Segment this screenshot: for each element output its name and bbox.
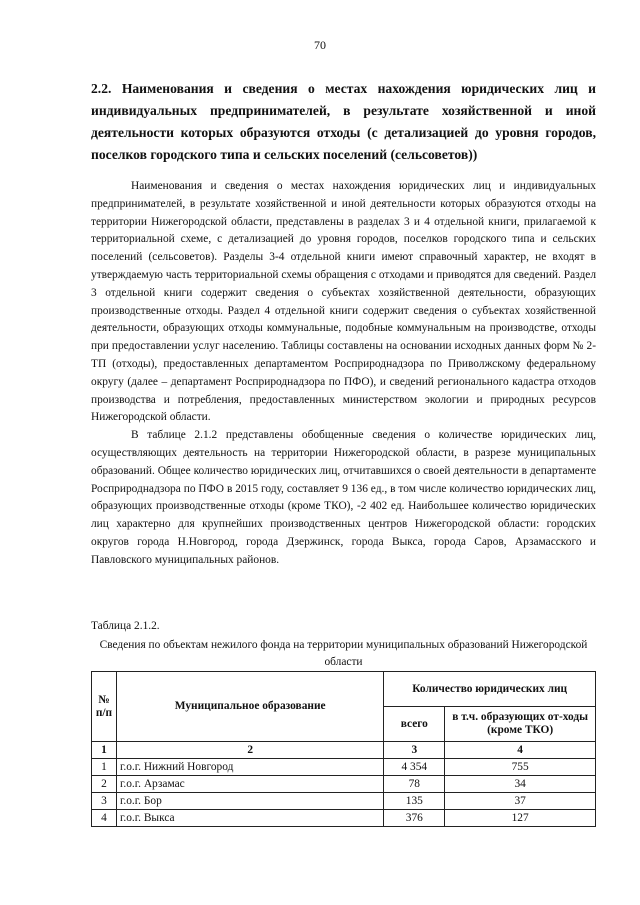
header-total: всего (384, 707, 445, 742)
header-municipality: Муниципальное образование (116, 672, 383, 742)
row-number: 3 (92, 793, 117, 810)
data-table (91, 671, 596, 827)
row-total: 135 (384, 793, 445, 810)
row-number: 2 (92, 776, 117, 793)
table-caption: Сведения по объектам нежилого фонда на территории муниципальных образований Нижегородской области (99, 639, 588, 668)
row-waste: 127 (445, 810, 596, 827)
row-municipality: г.о.г. Арзамас (116, 776, 383, 793)
row-waste: 755 (445, 759, 596, 776)
header-group: Количество юридических лиц (384, 672, 596, 707)
column-number: 4 (445, 742, 596, 759)
header-num: № п/п (92, 672, 117, 742)
header-row (92, 672, 596, 707)
page-number: 70 (314, 38, 326, 52)
table-label: Таблица 2.1.2. (91, 620, 160, 632)
row-municipality: г.о.г. Нижний Новгород (116, 759, 383, 776)
row-waste: 37 (445, 793, 596, 810)
column-number-row (92, 742, 596, 759)
row-number: 4 (92, 810, 117, 827)
row-municipality: г.о.г. Выкса (116, 810, 383, 827)
paragraph: В таблице 2.1.2 представлены обобщенные сведения о количестве юридических лиц, осуществляющих деятельность на территории Нижегородской области, в разрезе муниципальных образований. Общее количество юридических лиц, отчитавшихся о своей деятельности в департаменте Росприроднадзора по ПФО в 2015 году, составляет 9 136 ед., в том числе количество юридических лиц, образующих производственные отходы (кроме ТКО), -2 402 ед. Наибольшее количество юридических лиц характерно для крупнейших производственных центров Нижегородской области: городских округов города Н.Новгород, города Дзержинск, города Выкса, города Саров, Арзамасского и Павловского муниципальных районов. (91, 429, 596, 566)
section-heading: 2.2. Наименования и сведения о местах нахождения юридических лиц и индивидуальных предпринимателей, в результате хозяйственной и иной деятельности которых образуются отходы (с детализацией до уровня городов, поселков городского типа и сельских поселений (сельсоветов)) (91, 81, 596, 162)
row-total: 4 354 (384, 759, 445, 776)
body-text (91, 178, 596, 570)
table-row (92, 776, 596, 793)
table-row (92, 810, 596, 827)
row-waste: 34 (445, 776, 596, 793)
row-total: 376 (384, 810, 445, 827)
table-row (92, 793, 596, 810)
paragraph: Наименования и сведения о местах нахождения юридических лиц и индивидуальных предпринимателей, в результате хозяйственной и иной деятельности которых образуются отходы на территории Нижегородской области, представлены в разделах 3 и 4 отдельной книги, прилагаемой к территориальной схеме, с детализацией до уровня городов, поселков городского типа и сельских поселений (сельсоветов). Разделы 3-4 отдельной книги имеют справочный характер, не входят в утверждаемую часть территориальной схемы обращения с отходами и приводятся для сведений. Раздел 3 отдельной книги содержит сведения о субъектах хозяйственной деятельности, образующих производственные отходы. Раздел 4 отдельной книги содержит сведения о субъектах хозяйственной деятельности, образующих отходы коммунальные, подобные коммунальным на производстве, отходы при предоставлении услуг населению. Таблицы составлены на основании исходных данных форм № 2-ТП (отходы), предоставленных департаментом Росприроднадзора по Приволжскому федеральному округу (далее – департамент Росприроднадзора по ПФО), и сведений регионального кадастра отходов производства и потребления, предоставленных министерством экологии и природных ресурсов Нижегородской области. (91, 180, 596, 424)
row-number: 1 (92, 759, 117, 776)
row-total: 78 (384, 776, 445, 793)
column-number: 2 (116, 742, 383, 759)
table-row (92, 759, 596, 776)
header-waste: в т.ч. образующих от-ходы (кроме ТКО) (445, 707, 596, 742)
column-number: 1 (92, 742, 117, 759)
column-number: 3 (384, 742, 445, 759)
row-municipality: г.о.г. Бор (116, 793, 383, 810)
